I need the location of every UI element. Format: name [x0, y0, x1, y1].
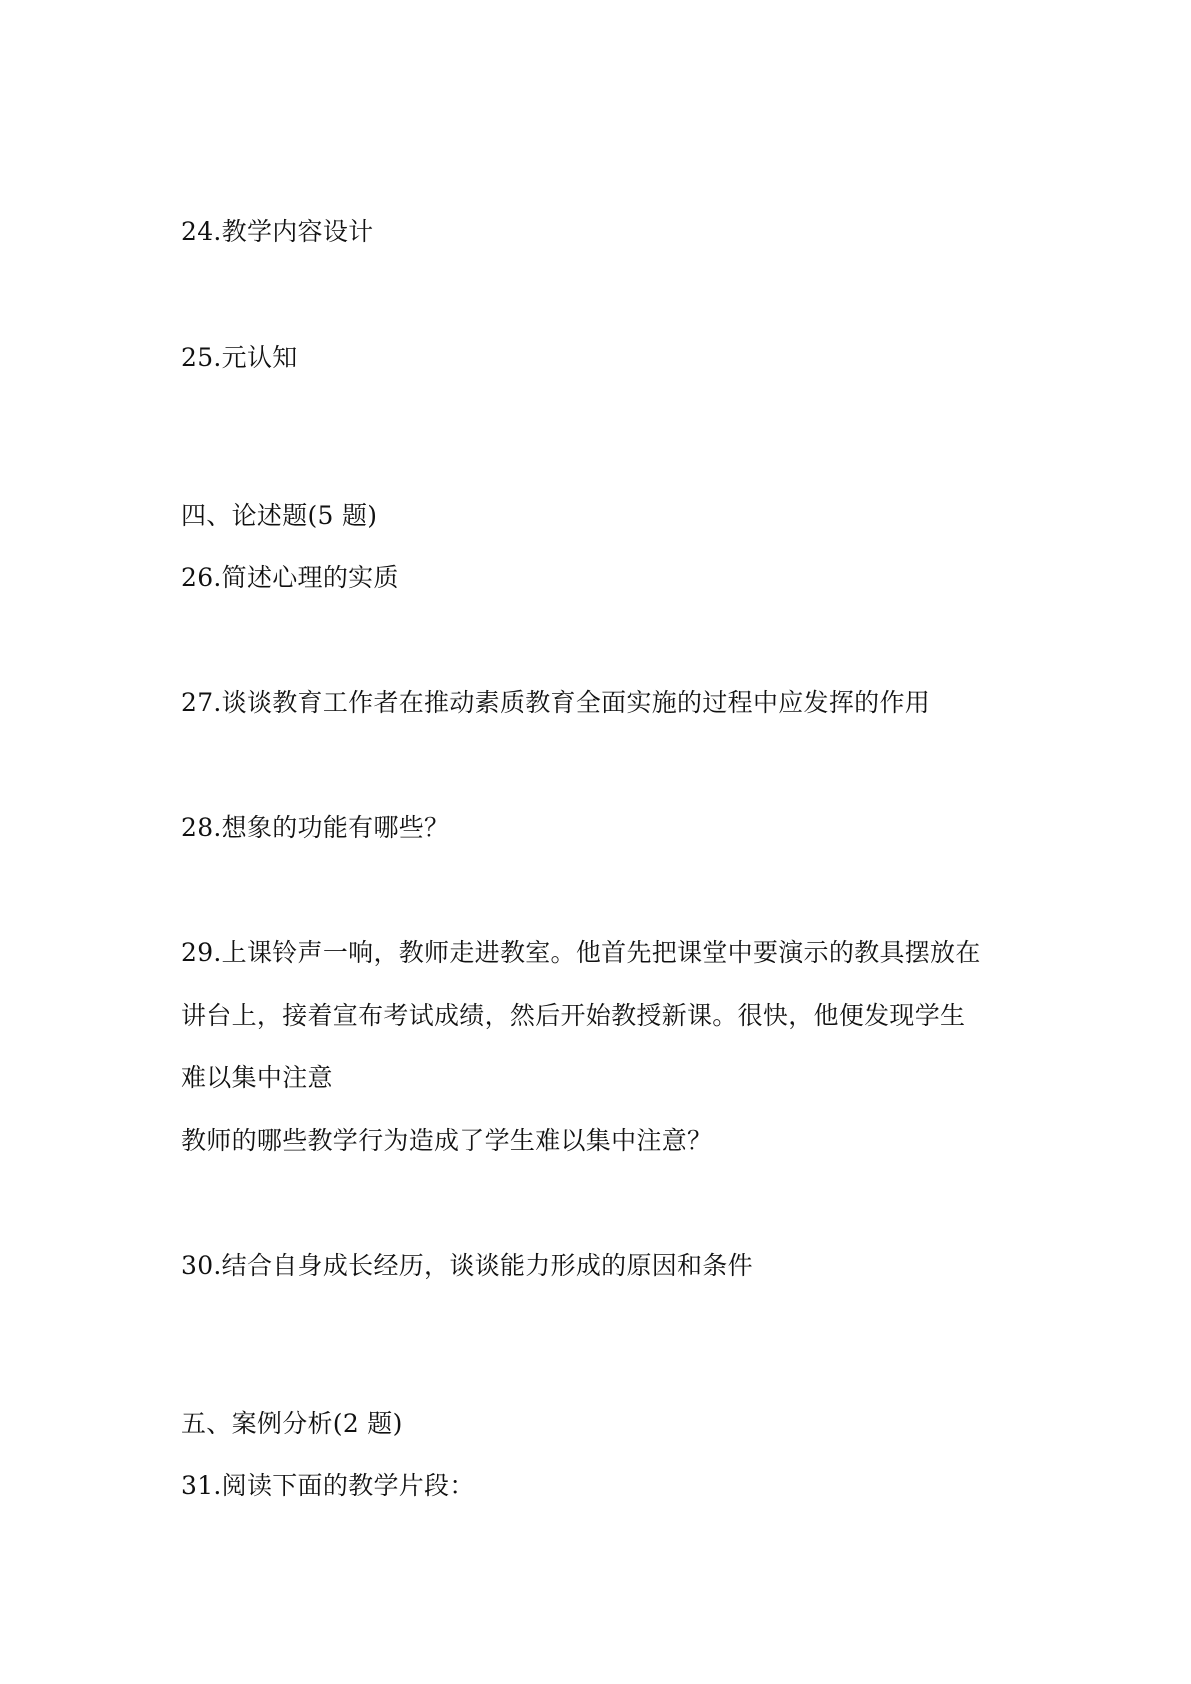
question-26: 26.简述心理的实质 [181, 563, 399, 592]
question-30: 30.结合自身成长经历，谈谈能力形成的原因和条件 [181, 1251, 753, 1280]
question-29-line-3: 难以集中注意 [181, 1063, 333, 1092]
question-27: 27.谈谈教育工作者在推动素质教育全面实施的过程中应发挥的作用 [181, 688, 931, 717]
question-24: 24.教学内容设计 [181, 217, 374, 246]
question-31: 31.阅读下面的教学片段： [181, 1471, 475, 1500]
question-29-line-1: 29.上课铃声一响，教师走进教室。他首先把课堂中要演示的教具摆放在 [181, 938, 981, 967]
question-25: 25.元认知 [181, 343, 298, 372]
section-heading-case-analysis: 五、案例分析(2 题) [181, 1409, 403, 1438]
question-28: 28.想象的功能有哪些？ [181, 813, 450, 842]
section-heading-essay: 四、论述题(5 题) [181, 501, 378, 530]
question-29-line-2: 讲台上，接着宣布考试成绩，然后开始教授新课。很快，他便发现学生 [181, 1001, 966, 1030]
question-29-prompt: 教师的哪些教学行为造成了学生难以集中注意？ [181, 1126, 713, 1155]
